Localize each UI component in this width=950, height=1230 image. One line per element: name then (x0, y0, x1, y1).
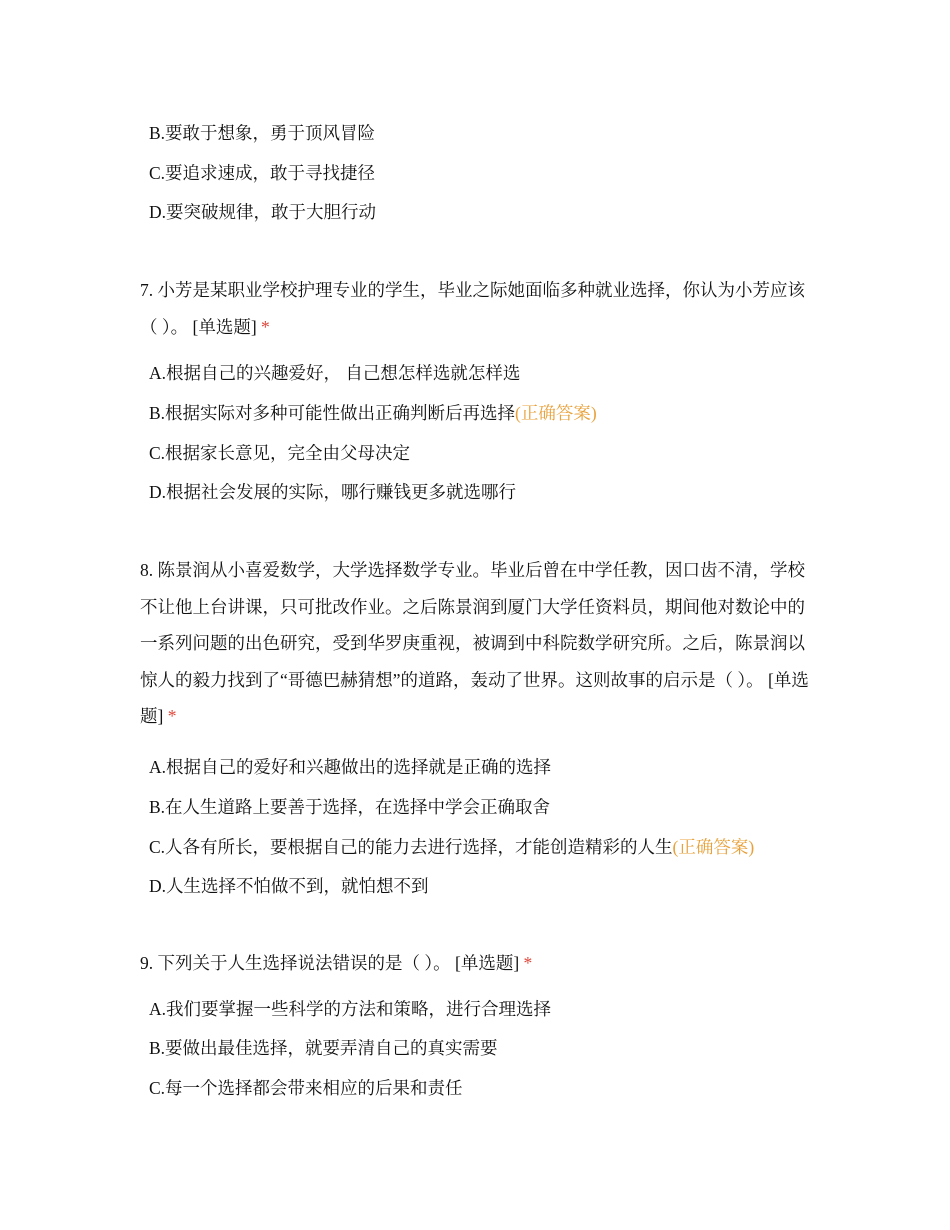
option-text: A.根据自己的兴趣爱好， 自己想怎样选就怎样选 (149, 363, 521, 383)
question-8-title (140, 552, 820, 735)
option-c[interactable] (149, 161, 375, 185)
question-7-title (140, 272, 820, 345)
question-8-option-a[interactable] (149, 755, 551, 779)
option-d[interactable] (149, 200, 376, 224)
option-text: D.根据社会发展的实际，哪行赚钱更多就选哪行 (149, 482, 517, 502)
question-7-option-d[interactable] (149, 480, 516, 504)
question-9-option-a[interactable] (149, 997, 551, 1021)
option-text: B.要做出最佳选择，就要弄清自己的真实需要 (149, 1038, 498, 1058)
option-text: C.每一个选择都会带来相应的后果和责任 (149, 1078, 463, 1098)
option-text: D.要突破规律，敢于大胆行动 (149, 202, 377, 222)
required-marker: * (523, 953, 533, 973)
option-b[interactable] (149, 121, 375, 145)
question-type: [单选题] (192, 316, 257, 337)
question-7-option-a[interactable] (149, 361, 520, 385)
question-7-option-b[interactable] (149, 401, 597, 425)
option-text: B.要敢于想象，勇于顶风冒险 (149, 123, 376, 143)
question-7-option-c[interactable] (149, 441, 410, 465)
question-text: 8. 陈景润从小喜爱数学，大学选择数学专业。毕业后曾在中学任教，因口齿不清，学校不让他上台讲课，只可批改作业。之后陈景润到厦门大学任资料员，期间他对数论中的一系列问题的出色研究，受到华罗庚重视，被调到中科院数学研究所。之后，陈景润以惊人的毅力找到了“哥德巴赫猜想”的道路，轰动了世界。这则故事的启示是（ ）。 (140, 560, 805, 690)
question-text: 7. 小芳是某职业学校护理专业的学生，毕业之际她面临多种就业选择，你认为小芳应该（ ）。 (140, 280, 805, 337)
option-text: D.人生选择不怕做不到，就怕想不到 (149, 876, 429, 896)
option-text: A.根据自己的爱好和兴趣做出的选择就是正确的选择 (149, 757, 552, 777)
required-marker: * (261, 316, 270, 337)
option-text: B.根据实际对多种可能性做出正确判断后再选择 (149, 403, 516, 423)
question-9-option-c[interactable] (149, 1076, 463, 1100)
option-text: A.我们要掌握一些科学的方法和策略，进行合理选择 (149, 999, 552, 1019)
question-8-option-c[interactable] (149, 835, 754, 859)
option-text: C.根据家长意见，完全由父母决定 (149, 443, 411, 463)
correct-answer-mark: (正确答案) (672, 837, 755, 857)
option-text: B.在人生道路上要善于选择，在选择中学会正确取舍 (149, 797, 551, 817)
required-marker: * (167, 706, 177, 726)
question-9-option-b[interactable] (149, 1036, 498, 1060)
option-text: C.人各有所长，要根据自己的能力去进行选择，才能创造精彩的人生 (149, 837, 673, 857)
question-8-option-b[interactable] (149, 795, 550, 819)
question-8-option-d[interactable] (149, 874, 429, 898)
question-type: [单选题] (140, 669, 809, 726)
option-text: C.要追求速成，敢于寻找捷径 (149, 163, 376, 183)
question-9-title (140, 945, 820, 982)
question-text: 9. 下列关于人生选择说法错误的是（ ）。 (140, 953, 451, 973)
correct-answer-mark: (正确答案) (515, 403, 597, 423)
question-type: [单选题] (455, 953, 520, 973)
